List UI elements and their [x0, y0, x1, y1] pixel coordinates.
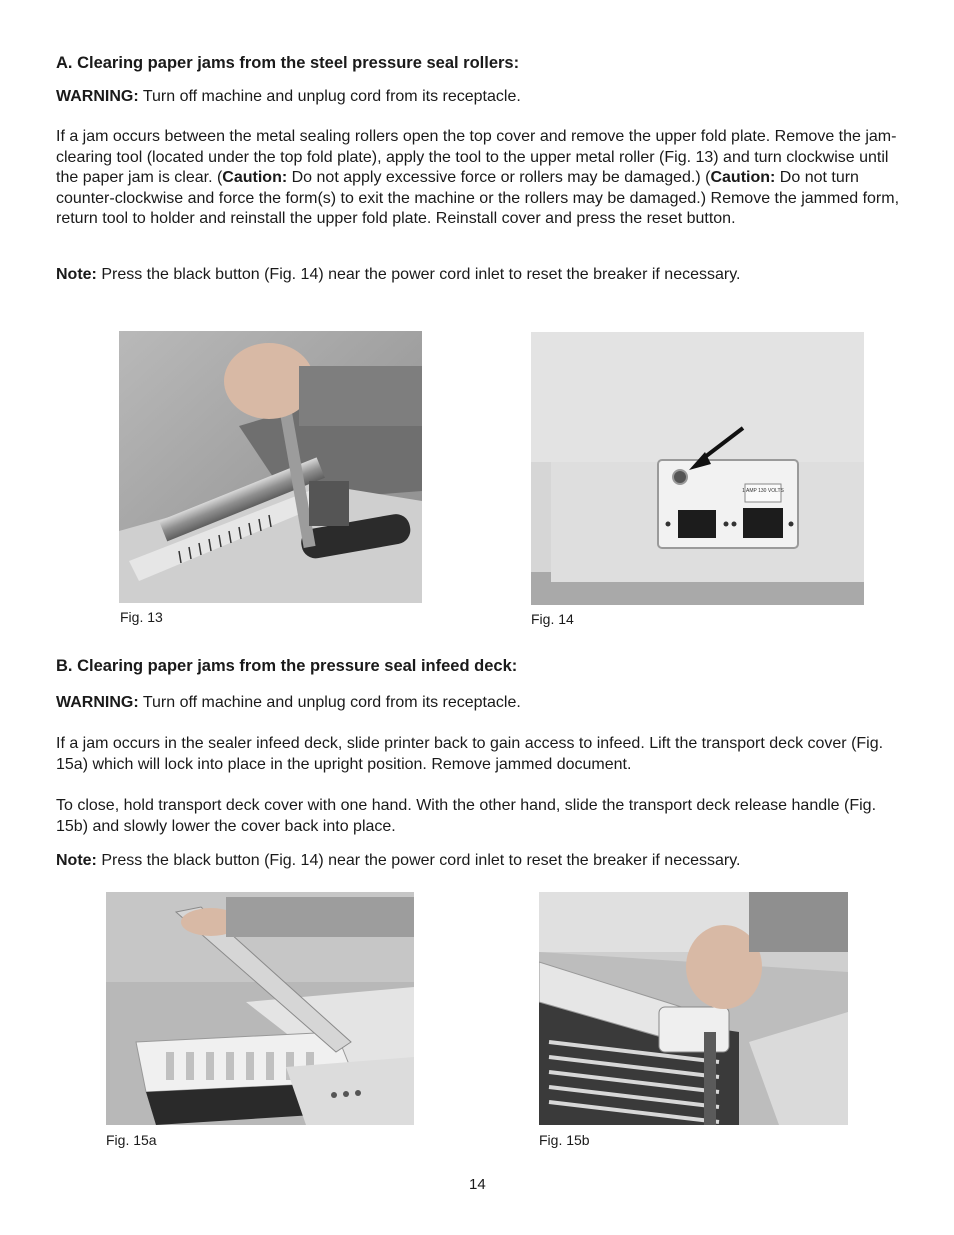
section-a-paragraph: [56, 127, 906, 230]
paragraph-text: Do not apply excessive force or rollers may be damaged.) (: [287, 169, 711, 186]
fig-14-caption: Fig. 14: [531, 611, 574, 627]
warning-label: WARNING:: [56, 694, 139, 711]
fig-15b-photo: [539, 892, 848, 1125]
section-b-note: [56, 851, 906, 872]
section-b-paragraph-1: If a jam occurs in the sealer infeed deck, slide printer back to gain access to infeed. Lift the transport deck cover (Fig. 15a) which will lock into place in the upright position. Remove jammed document.: [56, 735, 884, 773]
paragraph-text: If a jam occurs between the metal sealing rollers open the top cover and remove the upper fold plate. Remove the jam-clearing tool (located under the top fold plate), apply the tool to the upper metal roller (Fig. 13) and turn clockwise until the paper jam is clear. (: [56, 128, 897, 186]
caution-label: Caution:: [710, 169, 776, 186]
page-number: 14: [469, 1176, 486, 1193]
note-label: Note:: [56, 266, 97, 283]
note-label: Note:: [56, 852, 97, 869]
fig-14-photo: [531, 332, 864, 605]
fig-14-plate-label: 1 AMP 130 VOLTS: [742, 488, 784, 494]
fig-13-photo: [119, 331, 422, 603]
note-text: Press the black button (Fig. 14) near the power cord inlet to reset the breaker if necessary.: [96, 266, 741, 283]
fig-15a-photo: [106, 892, 414, 1125]
fig-15a-caption: Fig. 15a: [106, 1132, 157, 1148]
section-a-note: [56, 265, 906, 286]
section-a-heading: A. Clearing paper jams from the steel pressure seal rollers:: [56, 54, 520, 72]
caution-label: Caution:: [222, 169, 288, 186]
section-a-warning: [56, 87, 906, 108]
fig-15b-caption: Fig. 15b: [539, 1132, 590, 1148]
warning-text: Turn off machine and unplug cord from its receptacle.: [138, 88, 521, 105]
paragraph-text: Do not turn counter-clockwise and force the form(s) to exit the machine or the rollers may be damaged.) Remove the jammed form, return tool to holder and reinstall the upper fold plate. Reinstall cover and press the reset button.: [56, 169, 900, 227]
fig-13-caption: Fig. 13: [120, 609, 163, 625]
note-text: Press the black button (Fig. 14) near the power cord inlet to reset the breaker if necessary.: [96, 852, 741, 869]
section-b-warning: [56, 693, 906, 714]
warning-label: WARNING:: [56, 88, 139, 105]
warning-text: Turn off machine and unplug cord from its receptacle.: [138, 694, 521, 711]
section-b-paragraph-2: To close, hold transport deck cover with one hand. With the other hand, slide the transport deck release handle (Fig. 15b) and slowly lower the cover back into place.: [56, 797, 877, 835]
section-b-heading: B. Clearing paper jams from the pressure seal infeed deck:: [56, 657, 518, 675]
